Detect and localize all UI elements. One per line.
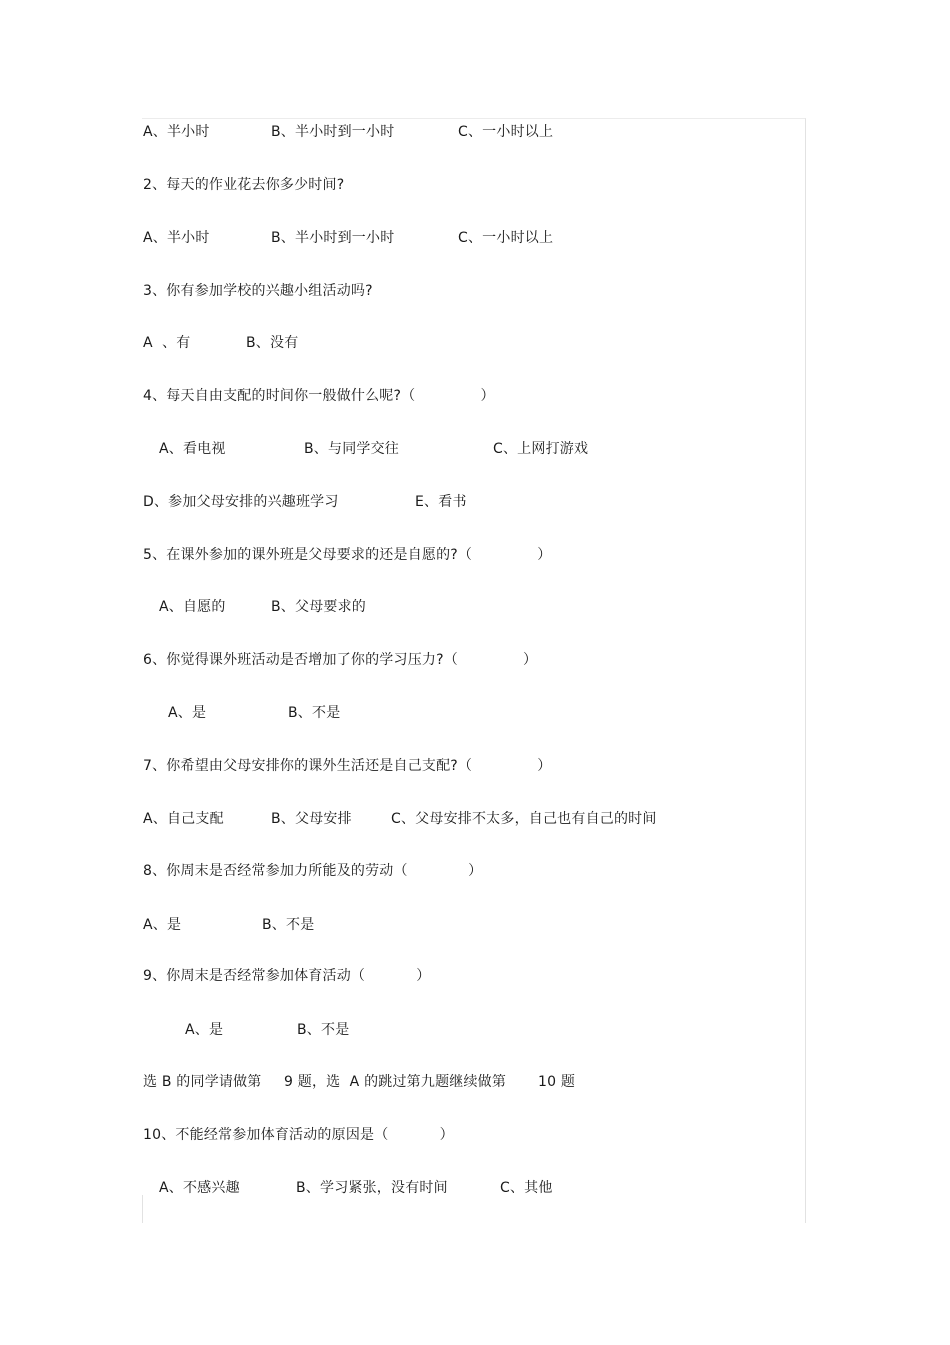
q7-option-a: A、自己支配 bbox=[143, 811, 224, 827]
q9-option-a: A、是 bbox=[185, 1022, 224, 1038]
instruction-part-2: 9 题，选 A 的跳过第九题继续做第 bbox=[284, 1074, 507, 1090]
q5-option-a: A、自愿的 bbox=[159, 599, 226, 615]
q1-option-c: C、一小时以上 bbox=[458, 124, 554, 140]
q6-option-a: A、是 bbox=[168, 705, 207, 721]
q4-option-d: D、参加父母安排的兴趣班学习 bbox=[143, 494, 339, 510]
q4-option-a: A、看电视 bbox=[159, 441, 226, 457]
question-9: 9、你周末是否经常参加体育活动（ ） bbox=[143, 968, 431, 984]
q6-option-b: B、不是 bbox=[288, 705, 341, 721]
q4-option-e: E、看书 bbox=[415, 494, 467, 510]
question-2: 2、每天的作业花去你多少时间? bbox=[143, 177, 345, 193]
question-7: 7、你希望由父母安排你的课外生活还是自己支配?（ ） bbox=[143, 758, 552, 774]
q5-option-b: B、父母要求的 bbox=[271, 599, 367, 615]
q4-option-b: B、与同学交往 bbox=[304, 441, 400, 457]
question-3: 3、你有参加学校的兴趣小组活动吗? bbox=[143, 283, 373, 299]
q8-option-a: A、是 bbox=[143, 917, 182, 933]
q2-option-b: B、半小时到一小时 bbox=[271, 230, 395, 246]
page-frame-left-edge bbox=[142, 1195, 143, 1223]
q10-option-a: A、不感兴趣 bbox=[159, 1180, 240, 1196]
q7-option-c: C、父母安排不太多，自己也有自己的时间 bbox=[391, 811, 657, 827]
question-5: 5、在课外参加的课外班是父母要求的还是自愿的?（ ） bbox=[143, 547, 552, 563]
instruction-part-1: 选 B 的同学请做第 bbox=[143, 1074, 262, 1090]
q3-option-a: A 、有 bbox=[143, 335, 191, 351]
q2-option-c: C、一小时以上 bbox=[458, 230, 554, 246]
q9-option-b: B、不是 bbox=[297, 1022, 350, 1038]
q7-option-b: B、父母安排 bbox=[271, 811, 352, 827]
instruction-part-3: 10 题 bbox=[538, 1074, 576, 1090]
q10-option-b: B、学习紧张，没有时间 bbox=[296, 1180, 448, 1196]
question-10: 10、不能经常参加体育活动的原因是（ ） bbox=[143, 1127, 454, 1143]
q2-option-a: A、半小时 bbox=[143, 230, 210, 246]
q4-option-c: C、上网打游戏 bbox=[493, 441, 589, 457]
q1-option-a: A、半小时 bbox=[143, 124, 210, 140]
q3-option-b: B、没有 bbox=[246, 335, 299, 351]
question-4: 4、每天自由支配的时间你一般做什么呢?（ ） bbox=[143, 388, 495, 404]
question-6: 6、你觉得课外班活动是否增加了你的学习压力?（ ） bbox=[143, 652, 538, 668]
q10-option-c: C、其他 bbox=[500, 1180, 553, 1196]
q8-option-b: B、不是 bbox=[262, 917, 315, 933]
q1-option-b: B、半小时到一小时 bbox=[271, 124, 395, 140]
question-8: 8、你周末是否经常参加力所能及的劳动（ ） bbox=[143, 863, 483, 879]
